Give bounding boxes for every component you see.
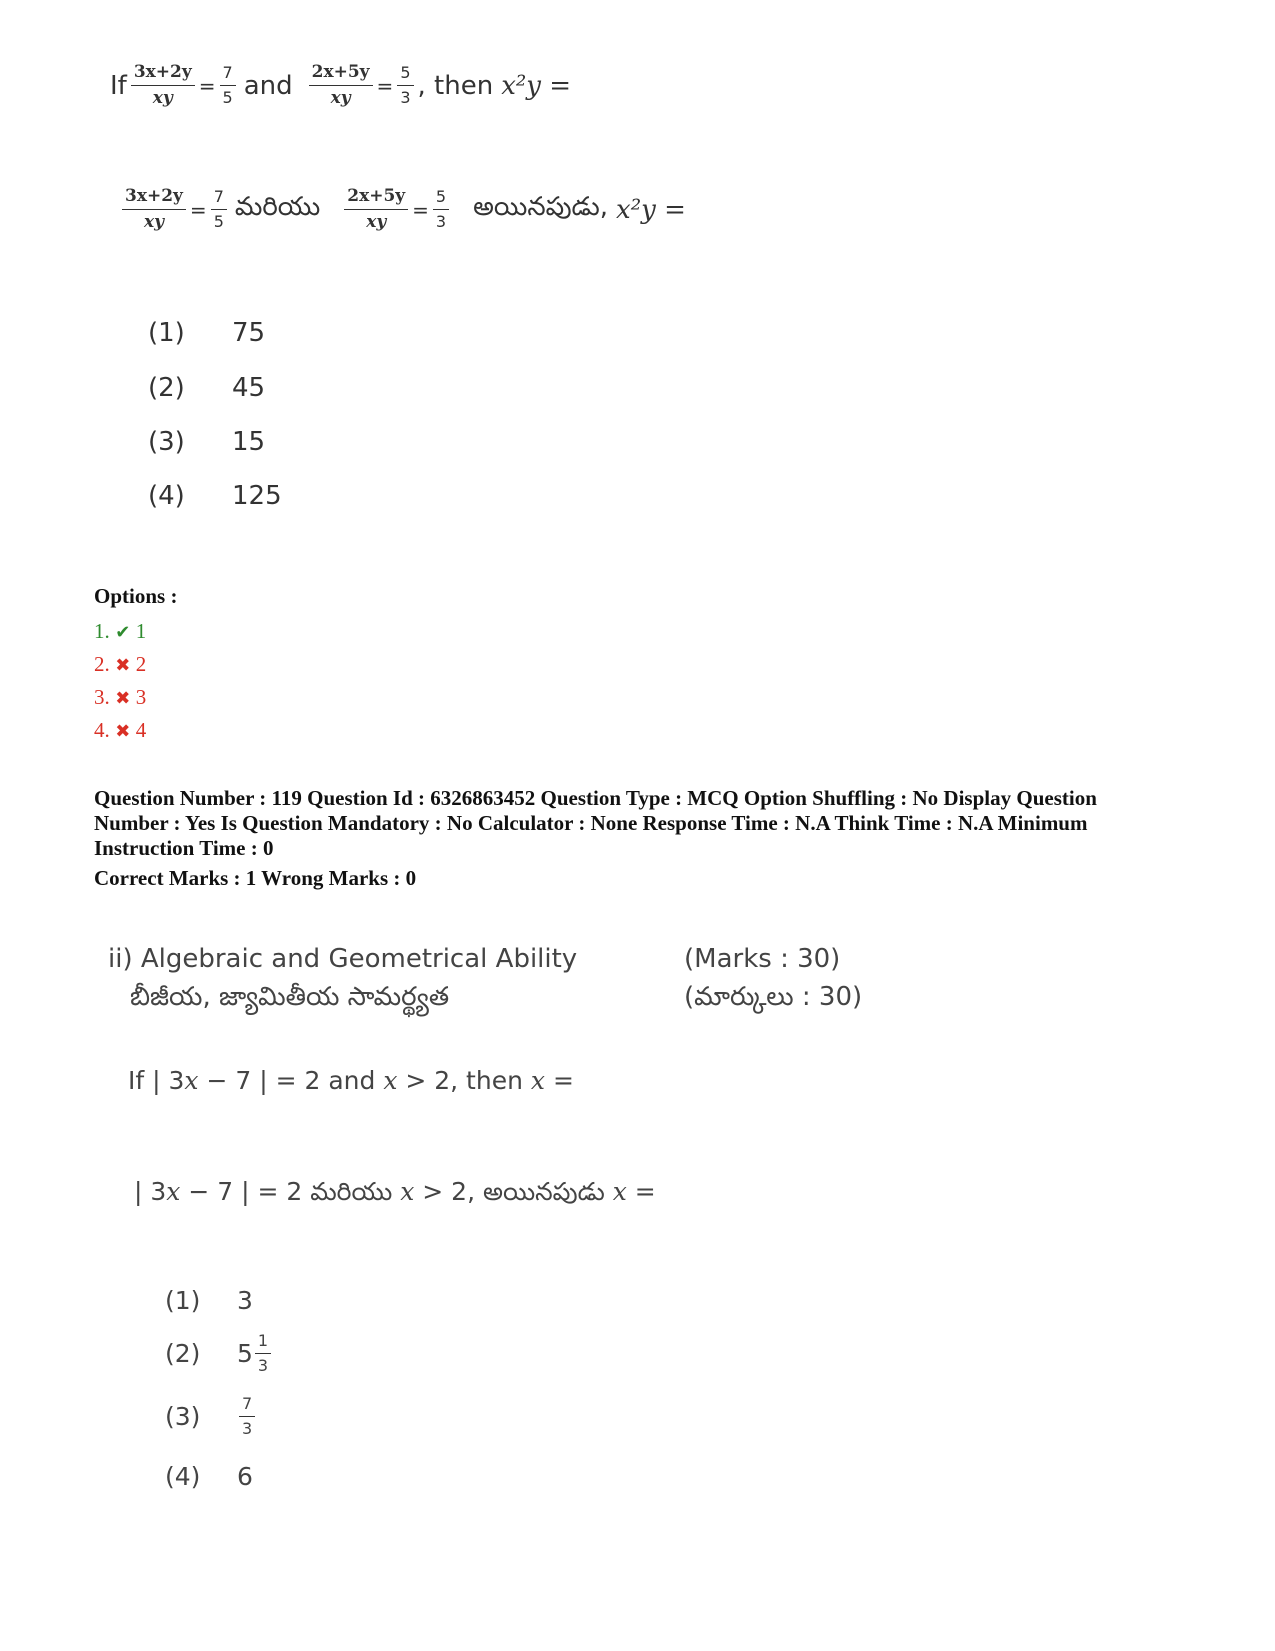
q2-choice-2: (2) 5 $\frac{1}{3}$	[165, 1333, 273, 1374]
q1te-rhs1: $\frac{7}{5}$	[211, 189, 227, 230]
section-title-te: బీజీయ, జ్యామితీయ సామర్థ్యత	[130, 982, 450, 1012]
cross-icon: ✖	[115, 688, 131, 708]
q1-choice-2: (2) 45	[148, 373, 266, 403]
q1-choice-3: (3) 15	[148, 427, 266, 457]
q1-eq1: =	[198, 73, 216, 98]
options-header: Options :	[94, 584, 178, 608]
meta-line-3: Instruction Time : 0	[94, 836, 274, 860]
q1-then: , then	[417, 70, 494, 101]
q1-frac2: $\frac{2x+5y}{xy}$	[309, 64, 373, 107]
section-marks-en: (Marks : 30)	[684, 944, 841, 974]
q1-rhs1: $\frac{7}{5}$	[220, 65, 236, 106]
q1-and: and	[243, 70, 293, 101]
q1-if: If	[110, 70, 127, 101]
meta-line-2: Number : Yes Is Question Mandatory : No Calculator : None Response Time : N.A Think Time : N.A Minimum	[94, 811, 1088, 835]
question2-telugu: | 3x − 7 | = 2 మరియు x > 2, అయినపుడు x =	[134, 1177, 656, 1206]
q1te-frac1: $\frac{3x+2y}{xy}$	[122, 188, 186, 231]
option-item-1: 1. ✔ 1	[94, 615, 177, 648]
q1te-eq1: =	[189, 197, 207, 222]
cross-icon: ✖	[115, 655, 131, 675]
option-item-2: 2. ✖ 2	[94, 648, 177, 681]
q1-choice-1: (1) 75	[148, 318, 266, 348]
q1-expr: x²y =	[501, 70, 572, 101]
question1-english	[110, 64, 571, 107]
options-block	[94, 584, 177, 747]
option-item-4: 4. ✖ 4	[94, 714, 177, 747]
q2-choice-4: (4) 6	[165, 1462, 253, 1491]
meta-line-1: Question Number : 119 Question Id : 6326863452 Question Type : MCQ Option Shuffling : No Display Question	[94, 786, 1097, 810]
q1te-rhs2: $\frac{5}{3}$	[433, 189, 449, 230]
fraction: $\frac{7}{3}$	[239, 1396, 255, 1437]
q1-choice-4: (4) 125	[148, 481, 282, 511]
question-meta	[94, 786, 1204, 891]
q1-frac1: $\frac{3x+2y}{xy}$	[131, 64, 195, 107]
section-marks-te: (మార్కులు : 30)	[684, 982, 863, 1012]
q1te-then: అయినపుడు,	[473, 191, 609, 222]
q1te-expr: x²y =	[616, 194, 686, 225]
q1-eq2: =	[376, 73, 394, 98]
q1te-eq2: =	[412, 197, 429, 222]
question1-telugu	[118, 188, 686, 231]
mixed-number: 5 $\frac{1}{3}$	[237, 1333, 273, 1374]
q1te-frac2: $\frac{2x+5y}{xy}$	[344, 188, 408, 231]
cross-icon: ✖	[115, 721, 131, 741]
option-item-3: 3. ✖ 3	[94, 681, 177, 714]
check-icon: ✔	[115, 622, 131, 642]
q2-choice-3: (3) $\frac{7}{3}$	[165, 1396, 257, 1437]
question2-english: If | 3x − 7 | = 2 and x > 2, then x =	[128, 1066, 574, 1095]
q1-rhs2: $\frac{5}{3}$	[397, 65, 413, 106]
q1te-and: మరియు	[234, 191, 321, 222]
section-title-en: ii) Algebraic and Geometrical Ability	[108, 944, 578, 974]
q2-choice-1: (1) 3	[165, 1286, 253, 1315]
meta-marks: Correct Marks : 1 Wrong Marks : 0	[94, 866, 417, 890]
